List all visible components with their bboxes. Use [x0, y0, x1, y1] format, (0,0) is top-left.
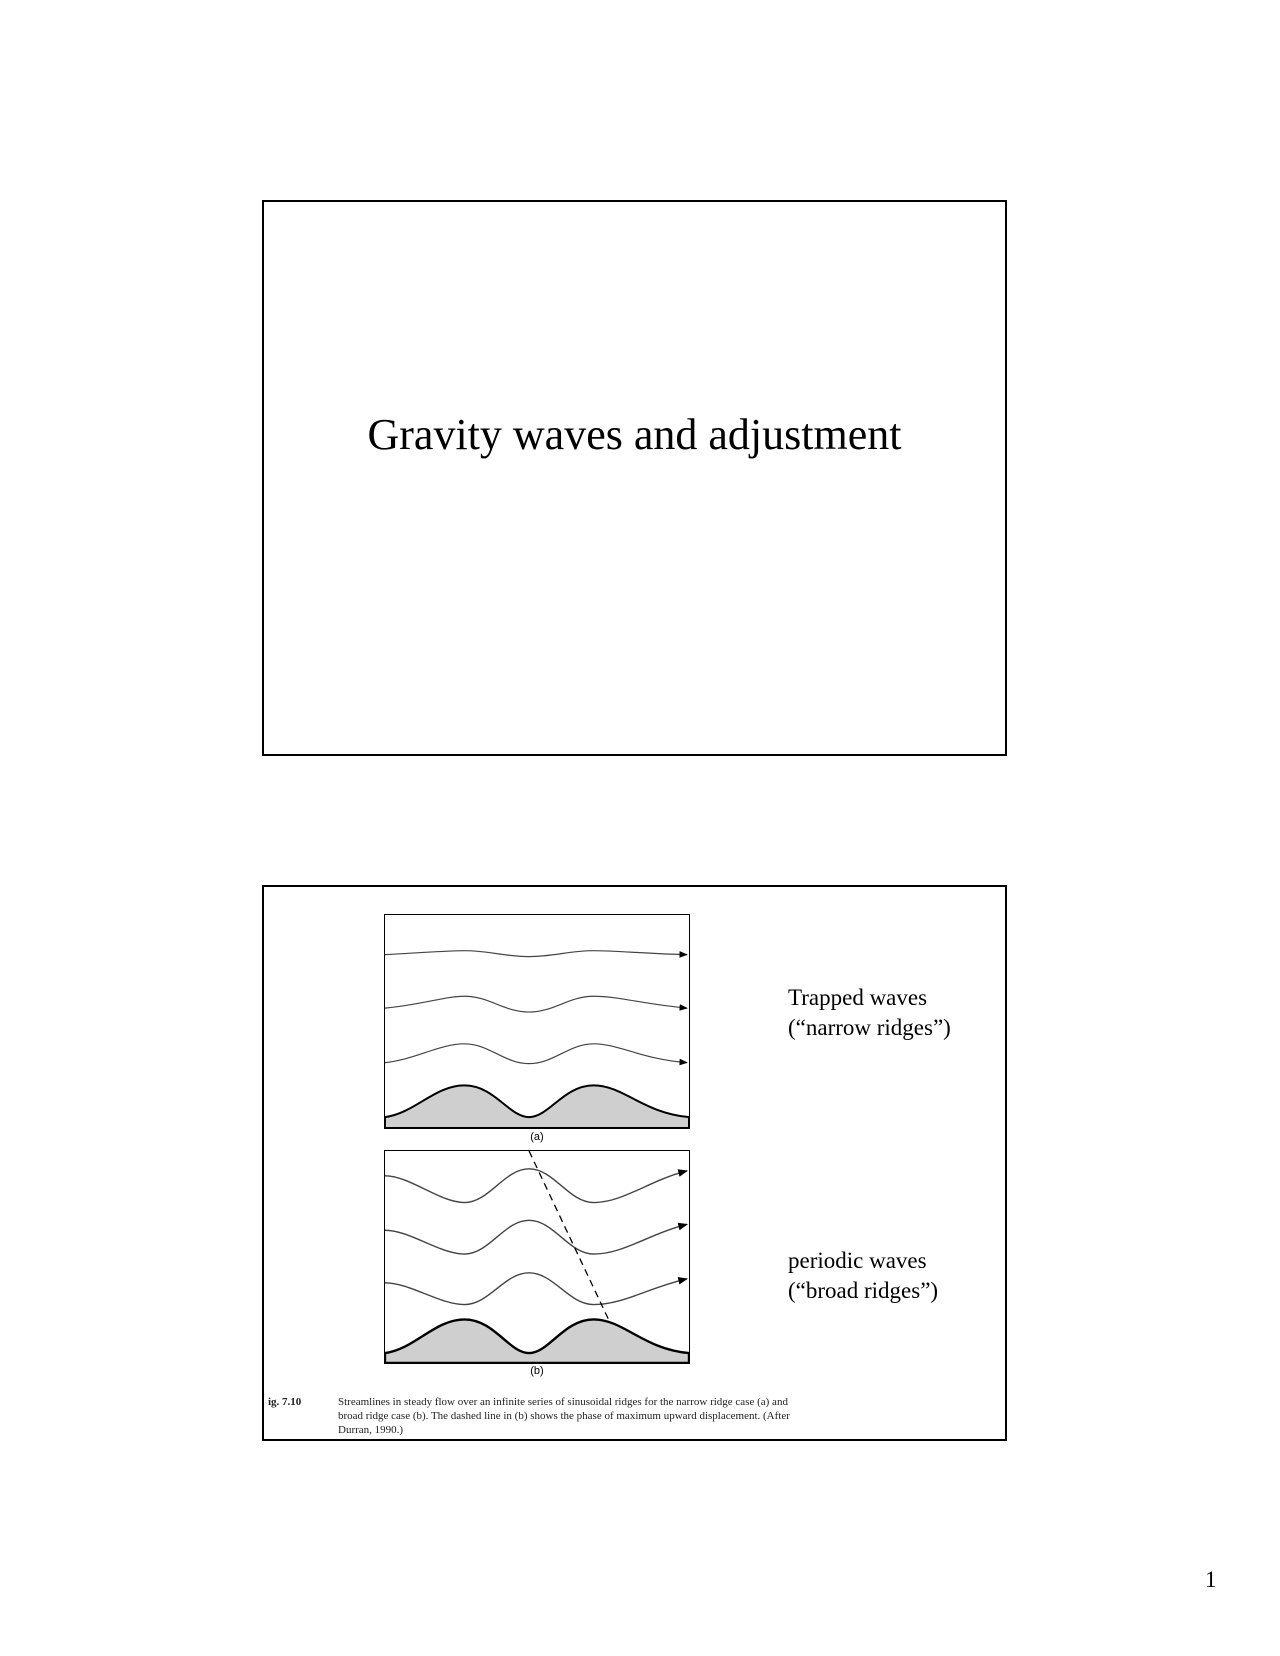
- streamline: [385, 1169, 687, 1203]
- ridge-terrain: [385, 1085, 689, 1128]
- panel-label-b: (b): [530, 1365, 544, 1377]
- streamline-panel-broad-ridges: [384, 1150, 690, 1364]
- streamline-plot-a: [385, 915, 689, 1128]
- side-label-line: (“broad ridges”): [788, 1278, 939, 1303]
- panel-label-a: (a): [530, 1131, 544, 1143]
- periodic-waves-label: [788, 1246, 938, 1306]
- streamline: [385, 951, 687, 957]
- side-label-line: Trapped waves: [788, 985, 928, 1010]
- title-slide: [262, 200, 1007, 756]
- figure-slide: [262, 885, 1007, 1441]
- streamline: [385, 1220, 687, 1254]
- streamline: [385, 996, 687, 1012]
- side-label-line: (“narrow ridges”): [788, 1015, 951, 1040]
- slide-title: Gravity waves and adjustment: [367, 410, 902, 459]
- side-label-line: periodic waves: [788, 1248, 927, 1273]
- trapped-waves-label: [788, 983, 951, 1043]
- caption-text: Streamlines in steady flow over an infinite series of sinusoidal ridges for the narrow ridge case (a) and broad ridge case (b). The dashed line in (b) shows the phase of maximum upward displacement. (After Durran, 1990.): [338, 1396, 790, 1436]
- ridge-terrain: [385, 1319, 689, 1363]
- streamline-panel-narrow-ridges: [384, 914, 690, 1129]
- streamline: [385, 1273, 687, 1305]
- caption-number: ig. 7.10: [268, 1396, 302, 1408]
- streamline-plot-b: [385, 1151, 689, 1363]
- page-number: 1: [1205, 1567, 1217, 1592]
- streamline: [385, 1044, 687, 1064]
